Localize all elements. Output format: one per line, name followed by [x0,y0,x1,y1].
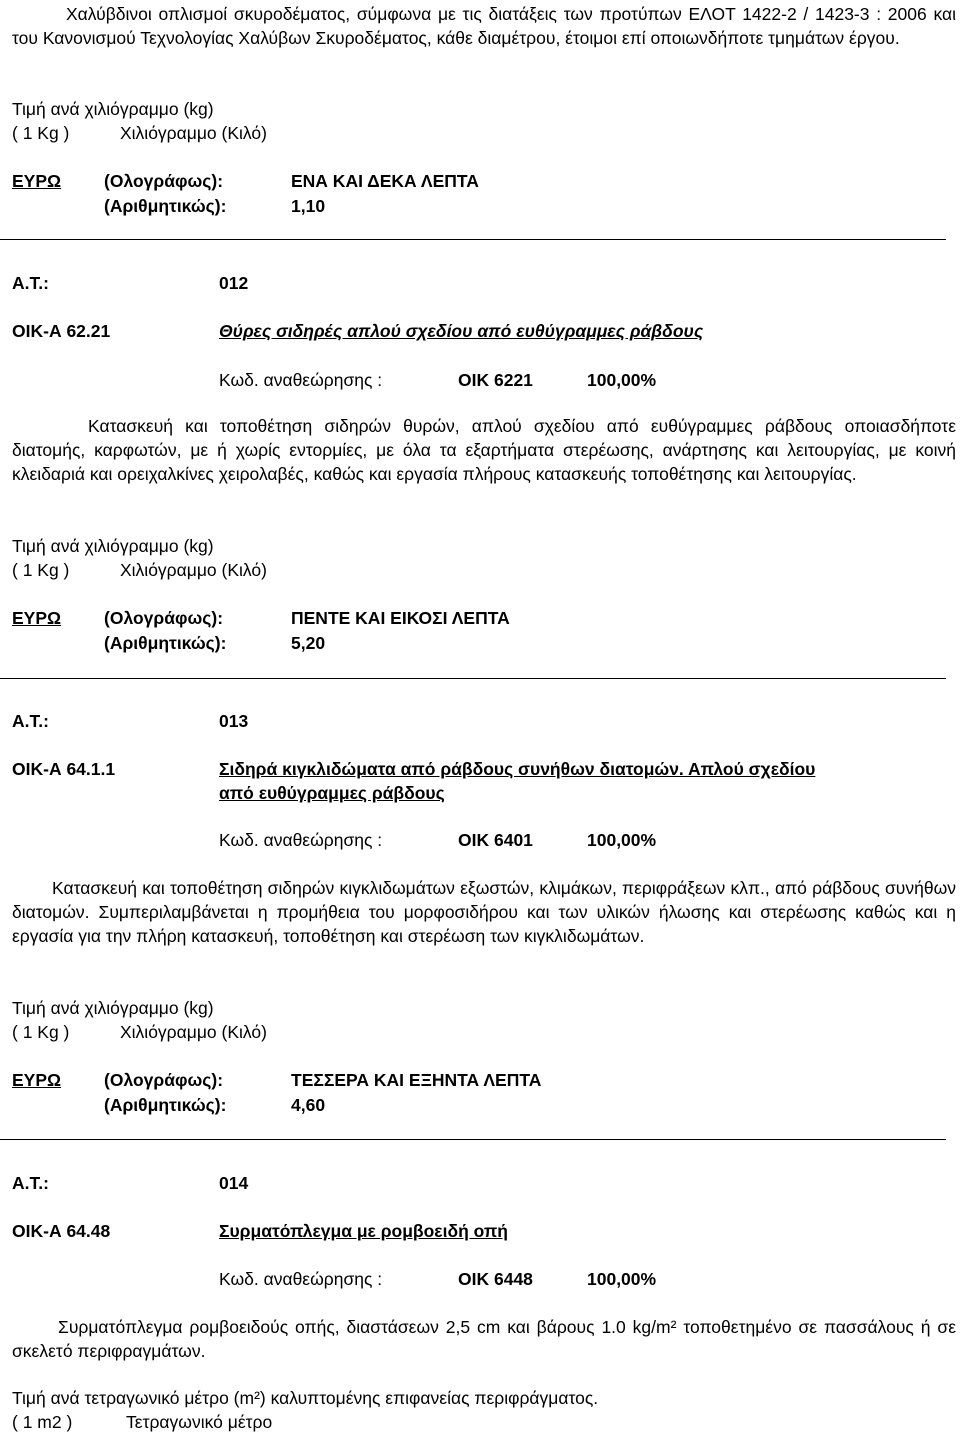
price-numbers-label: (Αριθμητικώς): [104,1095,227,1115]
unit-long: Χιλιόγραμμο (Κιλό) [120,560,267,580]
article-number: 014 [219,1173,249,1193]
article-number: 013 [219,711,249,731]
section-divider [0,239,946,240]
revision-label: Κωδ. αναθεώρησης : [219,830,383,850]
revision-code: ΟΙΚ 6221 [458,370,533,390]
revision-percent: 100,00% [587,830,657,850]
intro-unit-short: ( 1 Kg ) [12,123,70,143]
article-code: ΟΙΚ-Α 64.1.1 [12,759,116,779]
unit-line: Τιμή ανά χιλιόγραμμο (kg) [12,998,214,1018]
article-label: Α.Τ.: [12,1173,49,1193]
intro-paragraph: Χαλύβδινοι οπλισμοί σκυροδέματος, σύμφωνα με τις διατάξεις των προτύπων ΕΛΟΤ 1422-2 / 1423-3 : 2006 και του Κανονισμού Τεχνολογίας Χαλύβων Σκυροδέματος, κάθε διαμέτρου, έτοιμοι επί οποιωνδήποτε τμημάτων έργου. [12,4,956,48]
revision-label: Κωδ. αναθεώρησης : [219,370,383,390]
article-title: Συρματόπλεγμα με ρομβοειδή οπή [219,1221,508,1241]
article-title-line2: από ευθύγραμμες ράβδους [219,783,445,803]
intro-unit-line: Τιμή ανά χιλιόγραμμο (kg) [12,99,214,119]
currency-label: ΕΥΡΩ [12,1070,62,1090]
intro-words-value: ΕΝΑ ΚΑΙ ΔΕΚΑ ΛΕΠΤΑ [291,171,479,191]
article-code: ΟΙΚ-Α 64.48 [12,1221,111,1241]
unit-long: Χιλιόγραμμο (Κιλό) [120,1022,267,1042]
article-number: 012 [219,273,249,293]
intro-currency: ΕΥΡΩ [12,171,62,191]
intro-unit-long: Χιλιόγραμμο (Κιλό) [120,123,267,143]
unit-line: Τιμή ανά τετραγωνικό μέτρο (m²) καλυπτομένης επιφανείας περιφράγματος. [12,1388,599,1408]
intro-words-label: (Ολογράφως): [104,171,224,191]
unit-line: Τιμή ανά χιλιόγραμμο (kg) [12,536,214,556]
article-description: Συρματόπλεγμα ρομβοειδούς οπής, διαστάσεων 2,5 cm και βάρους 1.0 kg/m² τοποθετημένο σε πασσάλους ή σε σκελετό περιφραγμάτων. [12,1317,956,1361]
article-description: Κατασκευή και τοποθέτηση σιδηρών κιγκλιδωμάτων εξωστών, κλιμάκων, περιφράξεων κλπ., από ράβδους συνήθων διατομών. Συμπεριλαμβάνεται η προμήθεια του μορφοσιδήρου και των υλικών ήλωσης και στερέωσης καθώς και η εργασία για την πλήρη κατασκευή, τοποθέτηση και στερέωση των κιγκλιδωμάτων. [12,878,956,946]
unit-short: ( 1 Kg ) [12,1022,70,1042]
price-numbers-value: 4,60 [291,1095,326,1115]
revision-code: ΟΙΚ 6401 [458,830,533,850]
price-numbers-label: (Αριθμητικώς): [104,633,227,653]
revision-code: ΟΙΚ 6448 [458,1269,533,1289]
article-code: ΟΙΚ-Α 62.21 [12,321,111,341]
price-words-label: (Ολογράφως): [104,1070,224,1090]
article-label: Α.Τ.: [12,711,49,731]
price-words-label: (Ολογράφως): [104,608,224,628]
article-title: Θύρες σιδηρές απλού σχεδίου από ευθύγραμμες ράβδους [219,321,704,341]
revision-percent: 100,00% [587,1269,657,1289]
revision-percent: 100,00% [587,370,657,390]
currency-label: ΕΥΡΩ [12,608,62,628]
section-divider [0,678,946,679]
price-words-value: ΤΕΣΣΕΡΑ ΚΑΙ ΕΞΗΝΤΑ ΛΕΠΤΑ [291,1070,542,1090]
article-description: Κατασκευή και τοποθέτηση σιδηρών θυρών, απλού σχεδίου από ευθύγραμμες ράβδους οποιασδήποτε διατομής, καρφωτών, με ή χωρίς εντορμίες, με όλα τα εξαρτήματα στερέωσης, ανάρτησης και λειτουργίας, με κοινή κλειδαριά και ορειχαλκίνες χειρολαβές, καθώς και εργασία πλήρους κατασκευής τοποθέτησης και λειτουργίας. [12,416,956,484]
revision-label: Κωδ. αναθεώρησης : [219,1269,383,1289]
article-title-line1: Σιδηρά κιγκλιδώματα από ράβδους συνήθων διατομών. Απλού σχεδίου [219,759,816,779]
intro-numbers-label: (Αριθμητικώς): [104,196,227,216]
unit-short: ( 1 Kg ) [12,560,70,580]
price-numbers-value: 5,20 [291,633,326,653]
unit-short: ( 1 m2 ) [12,1412,73,1432]
price-words-value: ΠΕΝΤΕ ΚΑΙ ΕΙΚΟΣΙ ΛΕΠΤΑ [291,608,510,628]
article-label: Α.Τ.: [12,273,49,293]
section-divider [0,1139,946,1140]
intro-numbers-value: 1,10 [291,196,326,216]
unit-long: Τετραγωνικό μέτρο [126,1412,273,1432]
